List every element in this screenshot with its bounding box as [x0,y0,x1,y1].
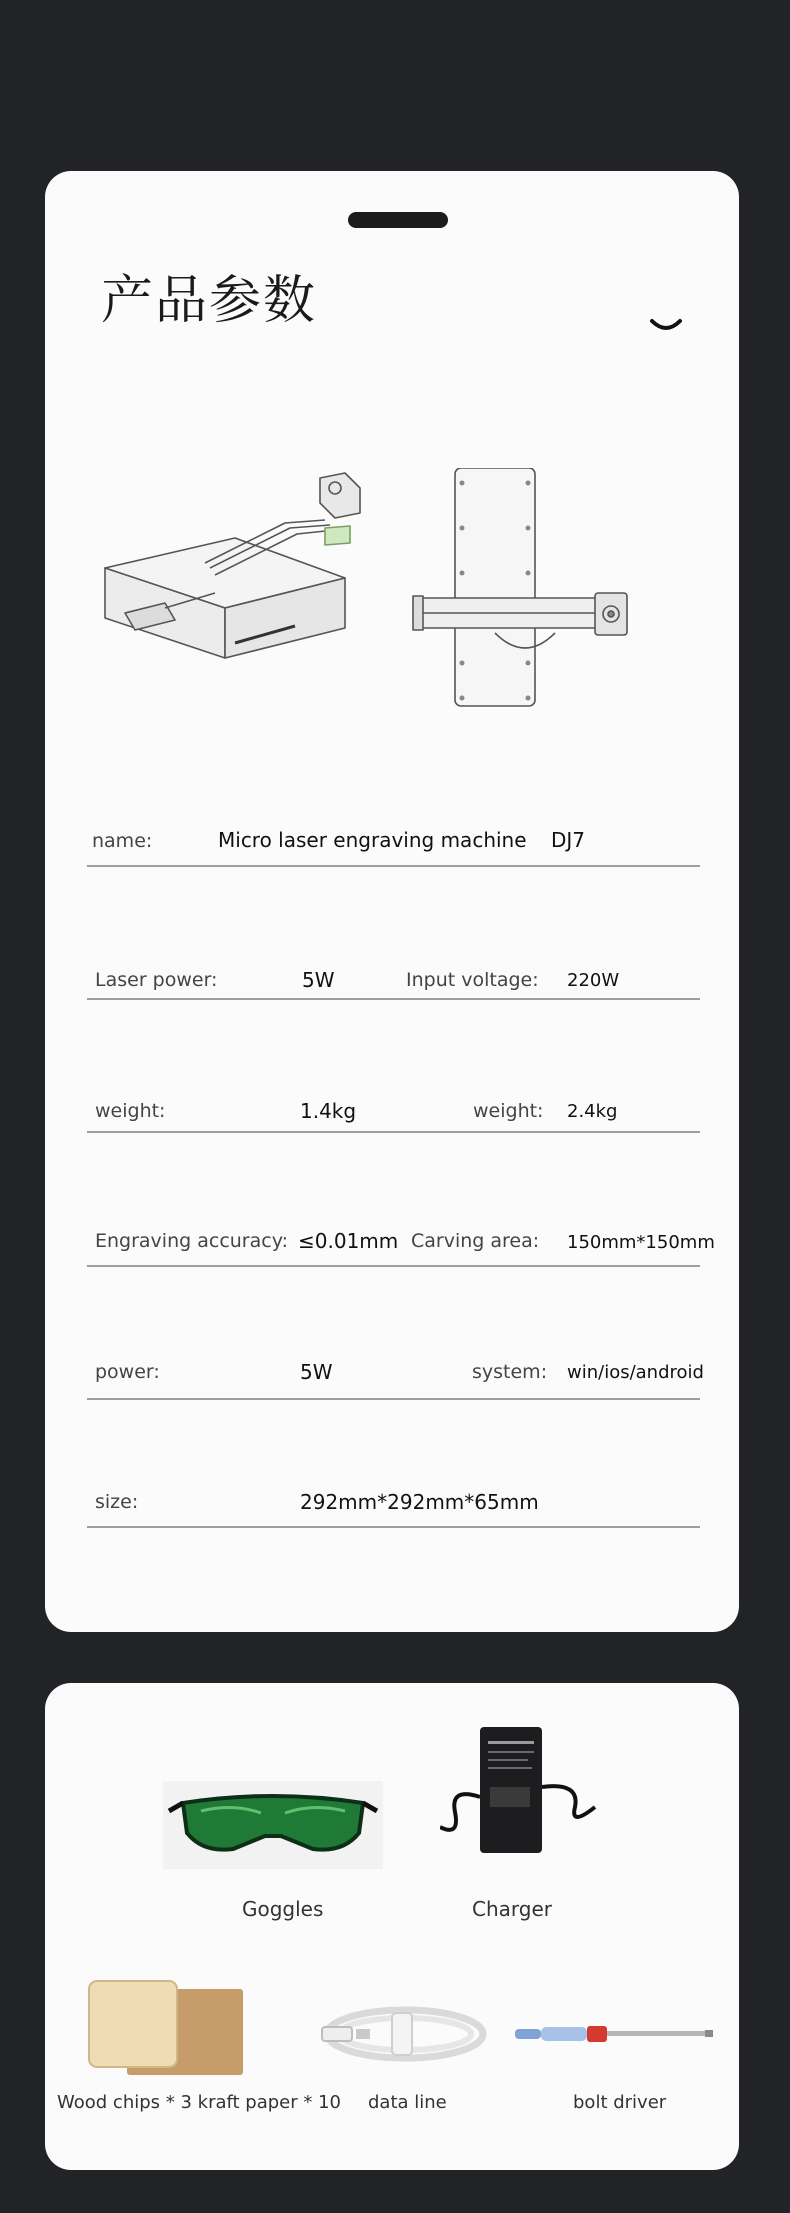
data-line-label: data line [368,2092,447,2113]
charger-image [440,1727,600,1857]
chevron-down-icon[interactable] [646,315,686,335]
accessories-card [45,1683,739,2170]
size-label: size: [95,1491,139,1513]
weight-value-2: 2.4kg [567,1101,618,1122]
laser-power-label: Laser power: [95,969,218,991]
goggles-image [163,1781,383,1869]
wood-chips-label: Wood chips * 3 kraft paper * 10 [57,2092,342,2113]
size-value: 292mm*292mm*65mm [300,1490,539,1514]
system-value: win/ios/android [567,1362,704,1383]
area-value: 150mm*150mm [567,1232,715,1253]
input-voltage-value: 220W [567,970,620,991]
bolt-driver-label: bolt driver [573,2092,667,2113]
area-label: Carving area: [411,1230,540,1252]
divider [87,1265,700,1267]
accuracy-value: ≤0.01mm [298,1229,399,1253]
drag-handle[interactable] [348,212,448,228]
weight-value: 1.4kg [300,1099,357,1123]
charger-label: Charger [472,1897,552,1921]
page-title: 产品参数 [101,271,318,331]
system-label: system: [472,1361,548,1383]
power-label: power: [95,1361,160,1383]
accuracy-label: Engraving accuracy: [95,1230,288,1252]
divider [87,865,700,867]
product-parameters-card [45,171,739,1632]
model-value: DJ7 [551,828,586,852]
weight-label: weight: [95,1100,166,1122]
name-value: Micro laser engraving machine [218,828,527,852]
input-voltage-label: Input voltage: [406,969,539,991]
divider [87,1131,700,1133]
data-line-image [320,1999,490,2069]
laser-power-value: 5W [302,968,335,992]
goggles-label: Goggles [242,1897,324,1921]
weight-label-2: weight: [473,1100,544,1122]
divider [87,998,700,1000]
power-value: 5W [300,1360,333,1384]
name-label: name: [92,830,153,852]
divider [87,1526,700,1528]
divider [87,1398,700,1400]
wood-chips-image [87,1979,247,2077]
bolt-driver-image [515,2013,715,2053]
